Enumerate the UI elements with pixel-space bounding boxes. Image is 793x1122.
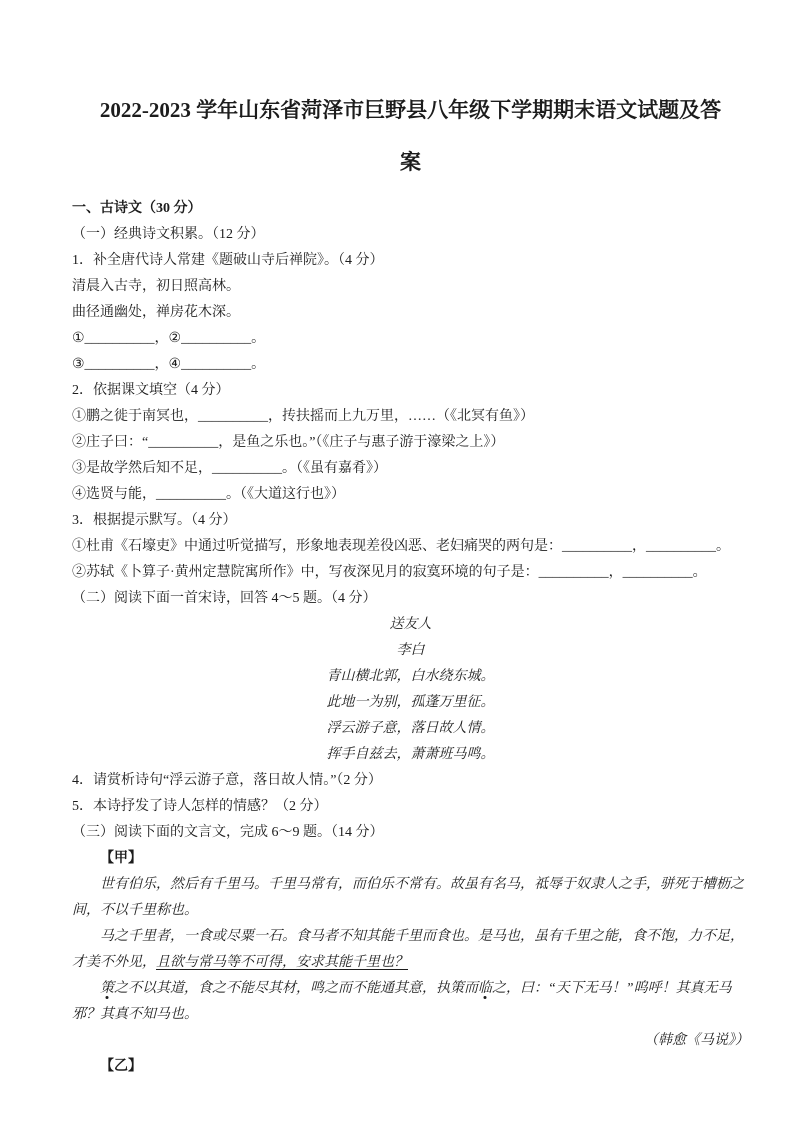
subsection-2-heading: （二）阅读下面一首宋诗，回答 4～5 题。（4 分） <box>72 591 377 606</box>
question-1-verse-1: 清晨入古寺，初日照高林。 <box>72 279 240 294</box>
poem-line: 此地一为别，孤蓬万里征。 <box>326 695 495 710</box>
page-title <box>72 84 749 188</box>
question-2-item-4: ④选贤与能，__________。（《大道这行也》） <box>72 487 345 502</box>
passage-jia-paragraph-3-segment-2: 之，曰：“天下无马！”呜呼！其真无马邪？其真不知马也。 <box>72 981 732 1022</box>
question-3-item-2: ②苏轼《卜算子·黄州定慧院寓所作》中，写夜深见月的寂寞环境的句子是：__________，__________。 <box>72 565 707 580</box>
question-1-stem: 1．补全唐代诗人常建《题破山寺后禅院》。（4 分） <box>72 253 384 268</box>
passage-jia-paragraph-2 <box>72 924 749 976</box>
emphasized-char-lin: 临 <box>478 981 492 996</box>
question-4-stem: 4．请赏析诗句“浮云游子意，落日故人情。”（2 分） <box>72 773 382 788</box>
poem-line: 挥手自兹去，萧萧班马鸣。 <box>326 747 495 762</box>
emphasized-char-ce: 策 <box>100 981 114 996</box>
passage-jia-paragraph-3-segment-1: 之不以其道，食之不能尽其材，鸣之而不能通其意，执策而 <box>114 981 478 996</box>
passage-jia-paragraph-3 <box>72 976 749 1028</box>
passage-jia-paragraph-2-underlined: 且欲与常马等不可得，安求其能千里也？ <box>156 955 408 970</box>
poem-line: 青山横北郭，白水绕东城。 <box>326 669 495 684</box>
subsection-1-heading: （一）经典诗文积累。（12 分） <box>72 227 265 242</box>
poem-author: 李白 <box>396 643 425 658</box>
page-title-line1: 2022-2023 学年山东省菏泽市巨野县八年级下学期期末语文试题及答 <box>99 98 722 122</box>
section-heading-guwen: 一、古诗文（30 分） <box>72 201 202 216</box>
passage-jia-label: 【甲】 <box>100 851 142 866</box>
question-2-item-1: ①鹏之徙于南冥也，__________，抟扶摇而上九万里，……（《北冥有鱼》） <box>72 409 534 424</box>
poem-title: 送友人 <box>389 617 432 632</box>
question-1-blank-line-1: ①__________，②__________。 <box>72 331 266 346</box>
question-1-verse-2: 曲径通幽处，禅房花木深。 <box>72 305 240 320</box>
question-1-blank-line-2: ③__________，④__________。 <box>72 357 266 372</box>
question-2-item-2: ②庄子曰：“__________，是鱼之乐也。”（《庄子与惠子游于濠梁之上》） <box>72 435 505 450</box>
passage-jia-source: （韩愈《马说》） <box>644 1033 749 1048</box>
passage-yi-label: 【乙】 <box>100 1059 142 1074</box>
question-3-item-1: ①杜甫《石壕吏》中通过听觉描写，形象地表现差役凶恶、老妇痛哭的两句是：__________，__________。 <box>72 539 730 554</box>
question-3-stem: 3．根据提示默写。（4 分） <box>72 513 237 528</box>
passage-jia-paragraph-1: 世有伯乐，然后有千里马。千里马常有，而伯乐不常有。故虽有名马，祗辱于奴隶人之手，骈死于槽枥之间，不以千里称也。 <box>72 877 744 918</box>
page-title-line2: 案 <box>400 150 421 174</box>
poem-block <box>72 612 749 768</box>
question-2-item-3: ③是故学然后知不足，__________。（《虽有嘉肴》） <box>72 461 387 476</box>
passage-jia-paragraph-2-plain: 马之千里者，一食或尽粟一石。食马者不知其能千里而食也。是马也，虽有千里之能，食不饱，力不足，才美不外见， <box>72 929 744 970</box>
question-2-stem: 2．依据课文填空（4 分） <box>72 383 230 398</box>
subsection-3-heading: （三）阅读下面的文言文，完成 6～9 题。（14 分） <box>72 825 384 840</box>
question-5-stem: 5．本诗抒发了诗人怎样的情感？（2 分） <box>72 799 328 814</box>
poem-line: 浮云游子意，落日故人情。 <box>326 721 495 736</box>
